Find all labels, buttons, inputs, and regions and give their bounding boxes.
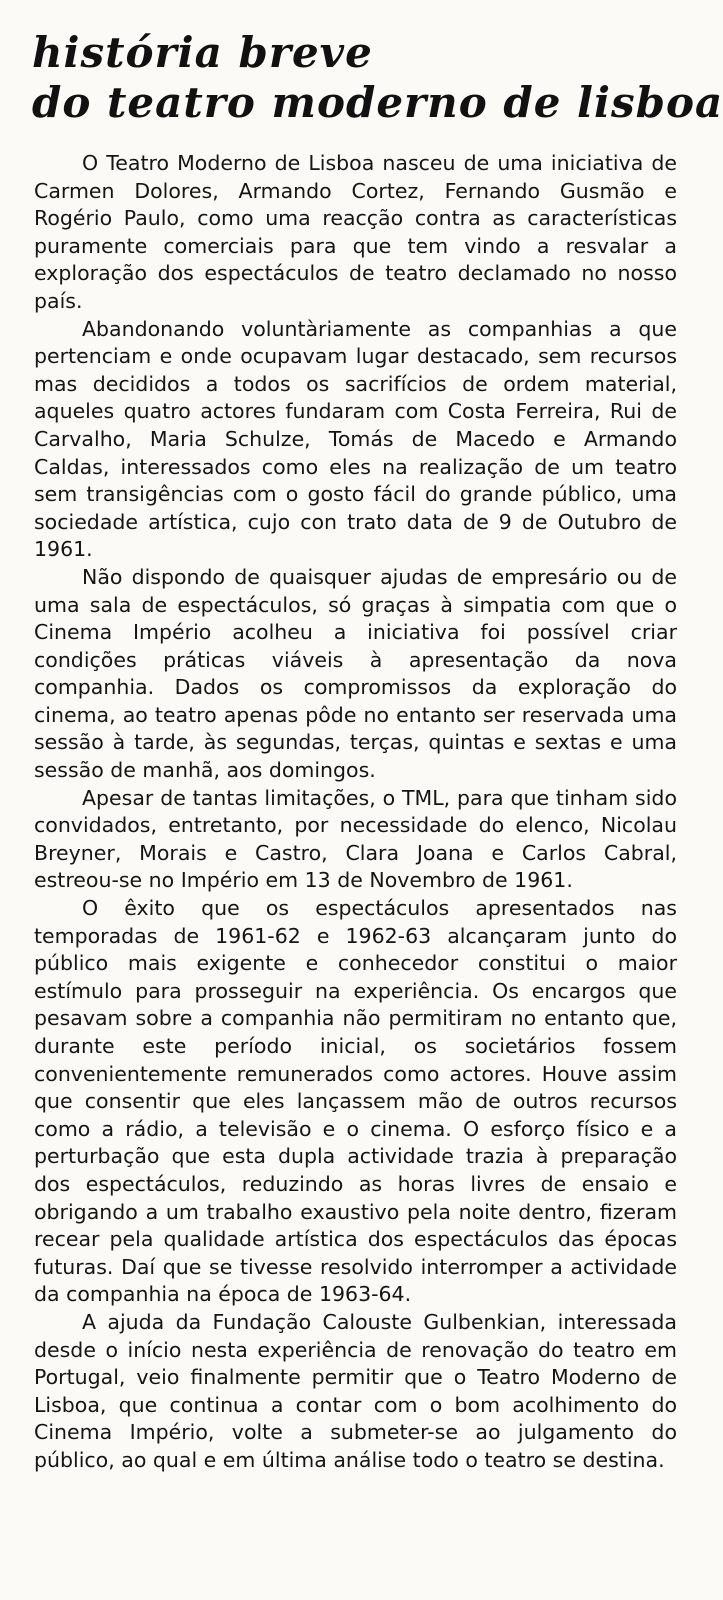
paragraph-3: Não dispondo de quaisquer ajudas de empresário ou de uma sala de espectáculos, só graças à simpatia com que o Cinema Império acolheu a iniciativa foi possível criar condições práticas viáveis à apresentação da nova companhia. Dados os compromissos da exploração do cinema, ao teatro apenas pôde no entanto ser reservada uma sessão à tarde, às segundas, terças, quintas e sextas e uma sessão de manhã, aos domingos. <box>34 564 677 783</box>
paragraph-1: O Teatro Moderno de Lisboa nasceu de uma iniciativa de Carmen Dolores, Armando Cortez, Fernando Gusmão e Rogério Paulo, como uma reacção contra as características puramente comerciais para que tem vindo a resvalar a exploração dos espectáculos de teatro declamado no nosso país. <box>34 151 677 313</box>
article-body <box>32 150 677 1475</box>
title-line-1: história breve <box>32 28 373 77</box>
article-title <box>32 28 723 128</box>
paragraph-6: A ajuda da Fundação Calouste Gulbenkian, interessada desde o início nesta experiência de renovação do teatro em Portugal, veio finalmente permitir que o Teatro Moderno de Lisboa, que continua a contar com o bom acolhimento do Cinema Império, volte a submeter-se ao julgamento do público, ao qual e em última análise todo o teatro se destina. <box>34 1309 677 1472</box>
paragraph-4: Apesar de tantas limitações, o TML, para que tinham sido convidados, entretanto, por necessidade do elenco, Nicolau Breyner, Morais e Castro, Clara Joana e Carlos Cabral, estreou-se no Império em 13 de Novembro de 1961. <box>34 785 677 893</box>
paragraph-2: Abandonando voluntàriamente as companhias a que pertenciam e onde ocupavam lugar destacado, sem recursos mas decididos a todos os sacrifícios de ordem material, aqueles quatro actores fundaram com Costa Ferreira, Rui de Carvalho, Maria Schulze, Tomás de Macedo e Armando Caldas, interessados como eles na realização de um teatro sem transigências com o gosto fácil do grande público, uma sociedade artística, cujo con trato data de 9 de Outubro de 1961. <box>34 316 677 562</box>
title-line-2: do teatro moderno de lisboa <box>32 78 723 127</box>
paragraph-5: O êxito que os espectáculos apresentados nas temporadas de 1961-62 e 1962-63 alcançaram junto do público mais exigente e conhecedor constitui o maior estímulo para prosseguir na experiência. Os encargos que pesavam sobre a companhia não permitiram no entanto que, durante este período inicial, os societários fossem convenientemente remunerados como actores. Houve assim que consentir que eles lançassem mão de outros recursos como a rádio, a televisão e o cinema. O esforço físico e a perturbação que esta dupla actividade trazia à preparação dos espectáculos, reduzindo as horas livres de ensaio e obrigando a um trabalho exaustivo pela noite dentro, fizeram recear pela qualidade artística dos espectáculos das épocas futuras. Daí que se tivesse resolvido interromper a actividade da companhia na época de 1963-64. <box>34 896 677 1307</box>
